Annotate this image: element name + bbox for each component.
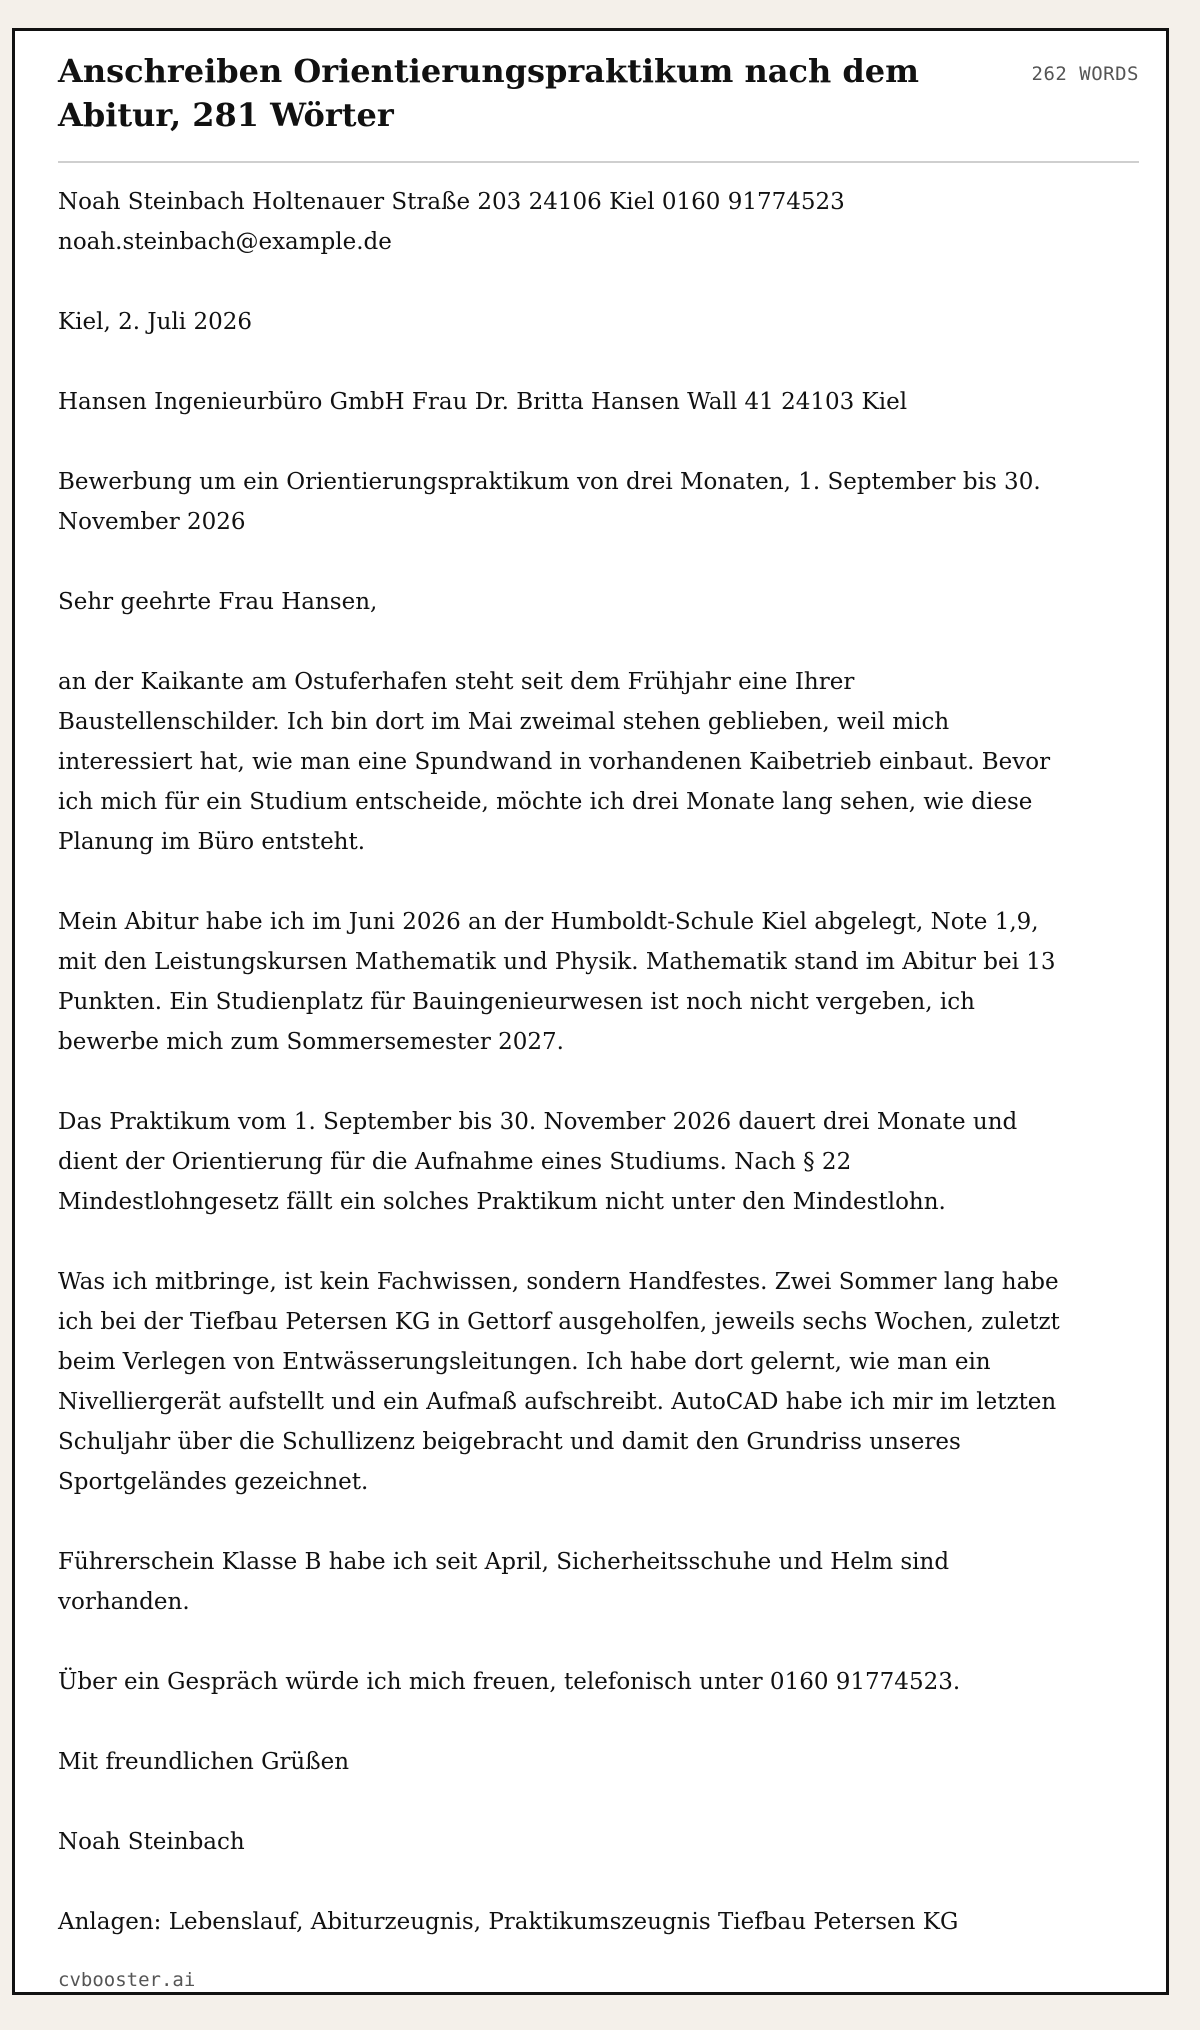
- attachments-line: Anlagen: Lebenslauf, Abiturzeugnis, Praktikumszeugnis Tiefbau Petersen KG: [58, 1909, 959, 1935]
- body-paragraph: Über ein Gespräch würde ich mich freuen, telefonisch unter 0160 91774523.: [58, 1669, 961, 1695]
- body-paragraph: Das Praktikum vom 1. September bis 30. November 2026 dauert drei Monate und dient der Orientierung für die Aufnahme eines Studiums. Nach § 22 Mindestlohngesetz fällt ein solches Praktikum nicht unter den Mindestlohn.: [58, 1109, 1018, 1215]
- signature: Noah Steinbach: [58, 1829, 245, 1855]
- document-title: Anschreiben Orientierungspraktikum nach dem Abitur, 281 Wörter: [58, 52, 919, 134]
- subject-line: Bewerbung um ein Orientierungspraktikum von drei Monaten, 1. September bis 30. November 2026: [58, 469, 1041, 535]
- letter-body: [58, 182, 1108, 1982]
- document-card: [12, 28, 1169, 1995]
- word-count-badge: 262 WORDS: [1031, 63, 1139, 85]
- body-paragraph: Mein Abitur habe ich im Juni 2026 an der Humboldt-Schule Kiel abgelegt, Note 1,9, mit den Leistungskursen Mathematik und Physik. Mathematik stand im Abitur bei 13 Punkten. Ein Studienplatz für Bauingenieurwesen ist noch nicht vergeben, ich bewerbe mich zum Sommersemester 2027.: [58, 909, 1056, 1055]
- body-paragraph: Was ich mitbringe, ist kein Fachwissen, sondern Handfestes. Zwei Sommer lang habe ich bei der Tiefbau Petersen KG in Gettorf ausgeholfen, jeweils sechs Wochen, zuletzt beim Verlegen von Entwässerungsleitungen. Ich habe dort gelernt, wie man ein Nivelliergerät aufstellt und ein Aufmaß aufschreibt. AutoCAD habe ich mir im letzten Schuljahr über die Schullizenz beigebracht und damit den Grundriss unseres Sportgeländes gezeichnet.: [58, 1269, 1060, 1495]
- document-header: [58, 49, 1139, 137]
- salutation: Sehr geehrte Frau Hansen,: [58, 589, 378, 615]
- brand-footer: cvbooster.ai: [58, 1969, 196, 1991]
- recipient-block: Hansen Ingenieurbüro GmbH Frau Dr. Britta Hansen Wall 41 24103 Kiel: [58, 389, 908, 415]
- closing: Mit freundlichen Grüßen: [58, 1749, 350, 1775]
- body-paragraph: Führerschein Klasse B habe ich seit April, Sicherheitsschuhe und Helm sind vorhanden.: [58, 1549, 950, 1615]
- body-paragraph: an der Kaikante am Ostuferhafen steht seit dem Frühjahr eine Ihrer Baustellenschilder. Ich bin dort im Mai zweimal stehen geblieben, weil mich interessiert hat, wie man eine Spundwand in vorhandenen Kaibetrieb einbaut. Bevor ich mich für ein Studium entscheide, möchte ich drei Monate lang sehen, wie diese Planung im Büro entsteht.: [58, 669, 1051, 855]
- letter-date: Kiel, 2. Juli 2026: [58, 309, 252, 335]
- header-divider: [58, 161, 1139, 163]
- sender-block: Noah Steinbach Holtenauer Straße 203 24106 Kiel 0160 91774523 noah.steinbach@example.de: [58, 189, 845, 255]
